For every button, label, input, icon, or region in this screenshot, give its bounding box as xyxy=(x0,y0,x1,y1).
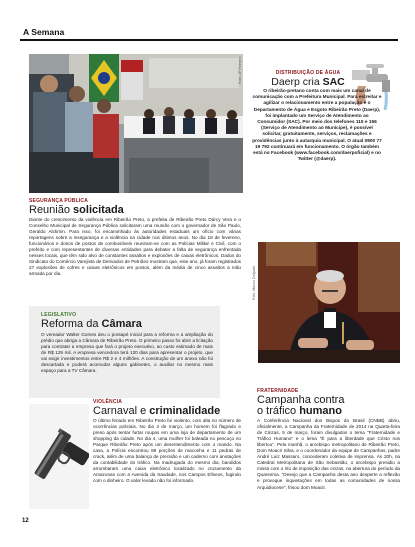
page-number: 12 xyxy=(22,518,29,524)
legislativo-headline-bold: Câmara xyxy=(101,318,142,330)
seguranca-headline-regular: Reunião xyxy=(29,204,74,216)
meeting-photo xyxy=(29,54,243,193)
bishop-photo xyxy=(258,242,400,363)
agua-kicker: DISTRIBUIÇÃO DE ÁGUA xyxy=(275,70,341,76)
fraternidade-headline-regular: o tráfico xyxy=(257,405,300,417)
seguranca-headline-bold: solicitada xyxy=(73,204,124,216)
violencia-headline-regular: Carnaval e xyxy=(93,405,150,417)
bishop-photo-credit: Foto: Marcio Delgado xyxy=(252,265,256,300)
seguranca-body: Diante do crescimento da violência em Ribeirão Preto, a prefeita de Ribeirão Preto Dárcy Vera e o Conselho Municipal de Segurança Pública solicitaram uma reunião com o governador de São Paulo, Geraldo Alckmin. Para isso, foi encaminhado às autoridades estaduais um ofício com várias reportagens sobre a insegurança e a violência na cidade nos últimos anos. No dia 18 de fevereiro, funcionários e donos de postos de combustíveis reuniram-se com as Polícias Militar e Civil, com o prefeito e com representantes de diversas entidades para debater a falta de segurança enfrentada nesses locais, que têm sido alvo de constantes assaltos e explosões de caixas eletrônicos. Dados do Sindicato do Comércio Varejista de Derivados de Petróleo mostram que, este ano, já foram registrados 27 explosões de cofres e caixas eletrônicos em postos, além da média de cinco assaltos a mão armada por dia. xyxy=(29,217,241,277)
violencia-body: O último feriado em Ribeirão Preto foi violento, com alta no número de ocorrências policiais. No dia 3 de março, um homem foi flagrado e preso após tentar furtar roupas em uma loja de departamento de um shopping da cidade. No dia 4, uma mulher foi baleada no pescoço no Parque Ribeirão Preto após um desentendimento com o marido. Na casa, a Polícia encontrou 89 porções de maconha e 11 pedras de crack, além de uma balança de precisão e um caderno com anotações da contabilidade do tráfico. Na madrugada do mesmo dia, bandidos arrombaram uma caixa eletrônico localizado no cruzamento da Amazonas com a Avenida da Saudade, nos Campos Elíseos, fugindo com o dinheiro. O valor levado não foi informado. xyxy=(93,418,241,484)
header-rule xyxy=(20,39,398,41)
fraternidade-headline-bold: humano xyxy=(299,405,342,417)
violencia-headline xyxy=(93,406,220,417)
legislativo-body: O vereador Walter Gomes deu o pontapé inicial para a reforma e a ampliação do prédio que abriga a Câmara de Ribeirão Preto. O primeiro passo foi abrir a licitação para contratar a empresa que fará o projeto executivo, ao custo estimado de mais de R$ 129 mil. A empresa vencedora terá 120 dias para apresentar o projeto, que vai exigir investimentos entre R$ 2 e 4 milhões. A construção de um anexo não foi descartada e poderá acomodar alguns gabinetes, o auxiliar no mesmo mais espaço para a TV Câmara. xyxy=(41,332,213,374)
agua-body: O ribeirão-pretano conta com mais um canal de comunicação com a Prefeitura Municipal. Para estreitar e agilizar o relacionamento entre a população e o Departamento de Água e Esgoto Ribeirão Preto (Daerp), foi implantado um Serviço de Atendimento ao Consumidor (SAC). Por meio dos telefones 115 e 156 (Serviço de Atendimento ao Munícipe), é possível solicitar, gratuitamente, serviços, reclamações e providências junto à autarquia municipal. O atual 0800 77 19 792 continuará em funcionamento. O órgão também está no Facebook (www.facebook.com/daerpoficial) e no Twitter (@daerp). xyxy=(252,89,382,163)
fraternidade-headline-line2 xyxy=(257,406,342,417)
violencia-kicker: VIOLÊNCIA xyxy=(93,399,123,405)
gun-photo xyxy=(29,404,89,509)
legislativo-kicker: LEGISLATIVO xyxy=(41,312,77,318)
fraternidade-body: A Conferência Nacional dos Bispos do Brasil (CNBB) abriu, oficialmente, a Campanha da Fraternidade de 2014 na Quarta-feira de Cinzas, 5 de março, foram divulgados o tema "Fraternidade e Tráfico Humano" e o lema "É para a liberdade que Cristo nos libertou". Pela manhã, o arcebispo metropolitano de Ribeirão Preto, Dom Moacir Silva, e o coordenador da equipe de Campanhas, padre André Luiz Massaro, concederam coletiva de imprensa. Às 20h, na Catedral Metropolitana de São Sebastião, o arcebispo presidiu a missa com o rito de imposição das cinzas, na abertura do período da Quaresma. "Desejo que a Campanha desta ano desperte a reflexão e provoque inquietações em todas as comunidades de nossa Arquidiocese", frisou dom Moacir. xyxy=(257,418,400,490)
legislativo-headline-regular: Reforma da xyxy=(41,318,102,330)
agua-headline-regular: Daerp cria xyxy=(271,76,323,88)
fraternidade-headline-line1: Campanha contra xyxy=(257,394,345,406)
agua-headline-bold: SAC xyxy=(322,76,345,88)
legislativo-headline xyxy=(41,319,142,330)
agua-headline xyxy=(253,77,363,88)
meeting-photo-credit: Foto: JP Pinheiro xyxy=(238,56,242,84)
fraternidade-kicker: FRATERNIDADE xyxy=(257,388,299,394)
section-title: A Semana xyxy=(23,27,65,37)
violencia-headline-bold: criminalidade xyxy=(149,405,221,417)
seguranca-kicker: SEGURANÇA PÚBLICA xyxy=(29,198,89,204)
seguranca-headline xyxy=(29,205,124,216)
